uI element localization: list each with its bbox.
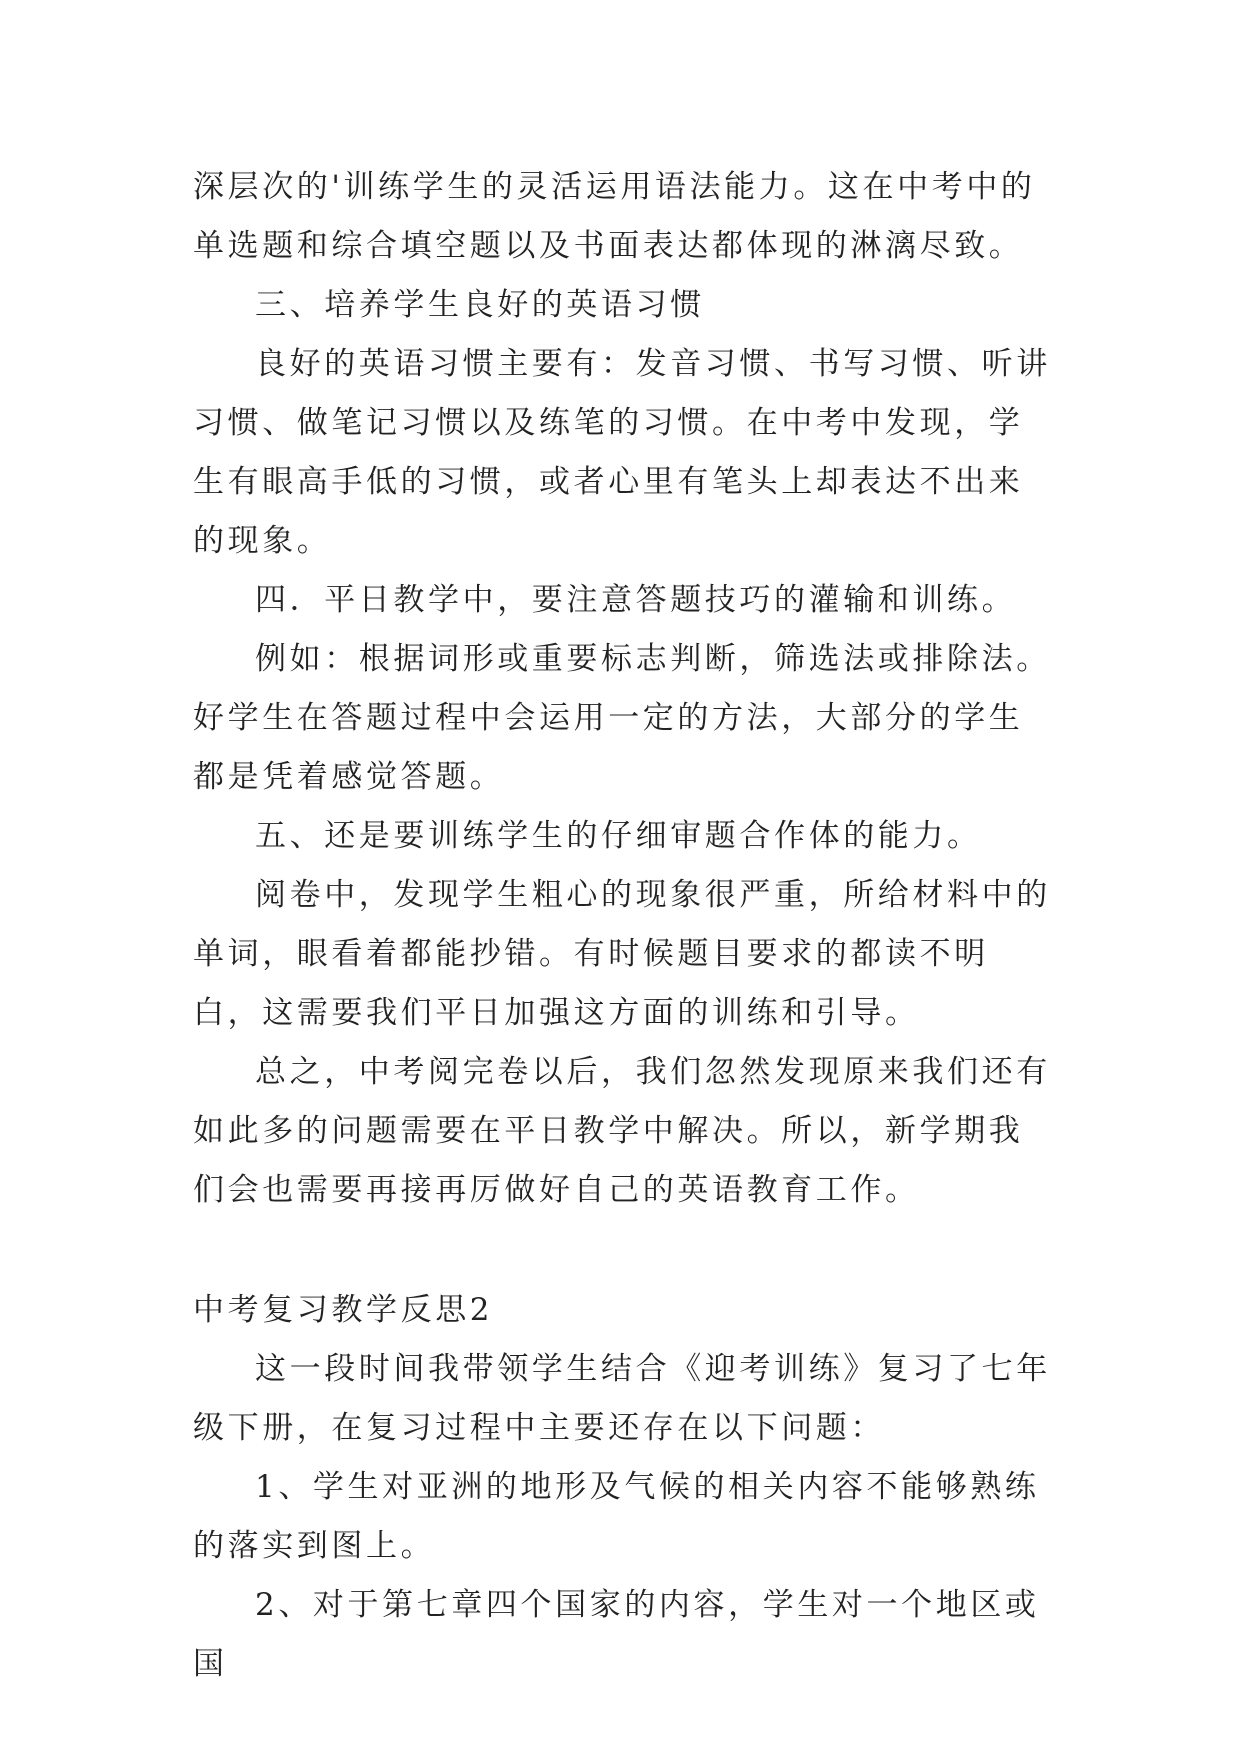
paragraph-english-habits: 良好的英语习惯主要有：发音习惯、书写习惯、听讲习惯、做笔记习惯以及练笔的习惯。在中考中发现，学生有眼高手低的习惯，或者心里有笔头上却表达不出来的现象。: [193, 346, 1051, 559]
heading-english-habits: 三、培养学生良好的英语习惯: [255, 287, 705, 323]
document-page: [193, 158, 1053, 1694]
paragraph-answer-skills: 例如：根据词形或重要标志判断，筛选法或排除法。好学生在答题过程中会运用一定的方法，大部分的学生都是凭着感觉答题。: [193, 641, 1051, 795]
paragraph-conclusion: 总之，中考阅完卷以后，我们忽然发现原来我们还有如此多的问题需要在平日教学中解决。所以，新学期我们会也需要再接再厉做好自己的英语教育工作。: [193, 1054, 1051, 1208]
section-title: 中考复习教学反思2: [193, 1292, 494, 1328]
paragraph-issue-1: 1、学生对亚洲的地形及气候的相关内容不能够熟练的落实到图上。: [193, 1469, 1040, 1564]
heading-answer-skills: 四．平日教学中，要注意答题技巧的灌输和训练。: [255, 582, 1017, 618]
heading-careful-reading: 五、还是要训练学生的仔细审题合作体的能力。: [255, 818, 982, 854]
paragraph-careful-reading: 阅卷中，发现学生粗心的现象很严重，所给材料中的单词，眼看着都能抄错。有时候题目要求的都读不明白，这需要我们平日加强这方面的训练和引导。: [193, 877, 1051, 1031]
paragraph-grammar-training: 深层次的'训练学生的灵活运用语法能力。这在中考中的单选题和综合填空题以及书面表达都体现的淋漓尽致。: [193, 169, 1036, 264]
paragraph-review-intro: 这一段时间我带领学生结合《迎考训练》复习了七年级下册，在复习过程中主要还存在以下问题：: [193, 1351, 1051, 1446]
paragraph-issue-2: 2、对于第七章四个国家的内容，学生对一个地区或国: [193, 1587, 1040, 1682]
